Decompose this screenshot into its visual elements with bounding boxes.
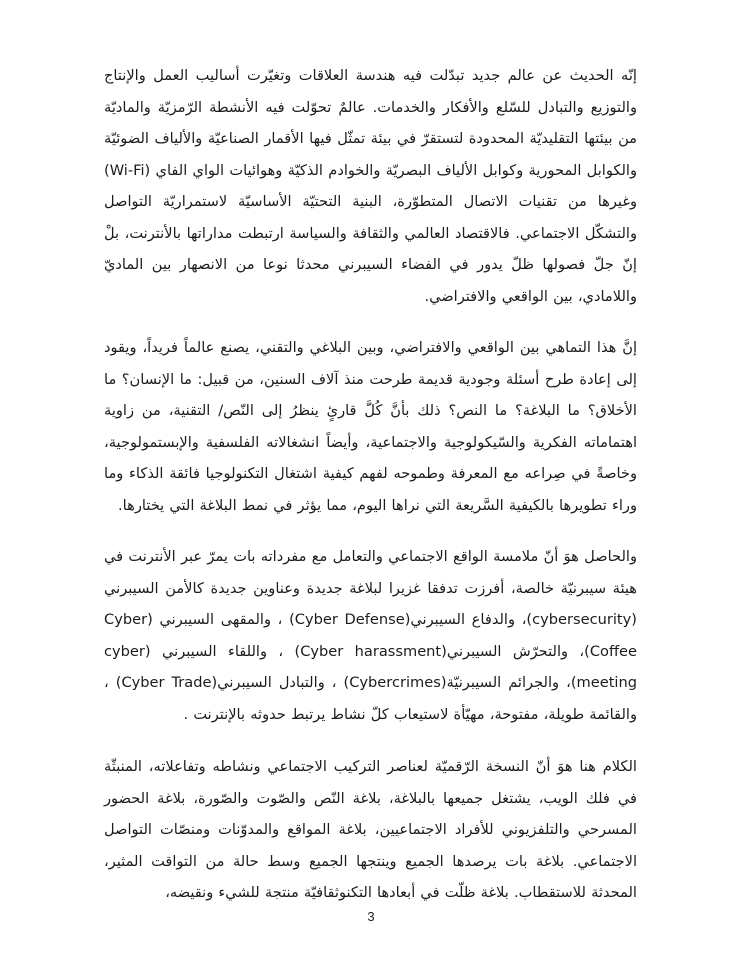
paragraph-1: إنّه الحديث عن عالم جديد تبدّلت فيه هندسة العلاقات وتغيّرت أساليب العمل والإنتاج والتوزيع والتبادل للسّلع والأفكار والخدمات. عالمٌ تحوّلت فيه الأنشطة الرّمزيّة والماديّة من بيئتها التقليديّة المحدودة لتستقرّ في بيئة تمثّل فيها الأقمار الصناعيّة والألياف الضوئيّة والكوابل المحورية وكوابل الألياف البصريّة والخوادم الذكيّة وهوائيات الواي الفاي (Wi-Fi) وغيرها من تقنيات الاتصال المتطوّرة، البنية التحتيّة الأساسيّة لاستمراريّة التواصل والتشكّل الاجتماعي. فالاقتصاد العالمي والثقافة والسياسة ارتبطت مداراتها بالأنترنت، بلْ إنّ جلّ فصولها ظلّ يدور في الفضاء السيبرني محدثا نوعا من الانصهار بين الماديّ واللامادي، بين الواقعي والافتراضي.	[104, 67, 637, 305]
paragraph-3: والحاصل هوَ أنّ ملامسة الواقع الاجتماعي والتعامل مع مفرداته بات يمرّ عبر الأنترنت في هيئة سيبرنيّة خالصة، أفرزت تدفقا غزيرا لبلاغة جديدة وعناوين جديدة كالأمن السيبرني (cybersecurity)، والدفاع السيبرني(Cyber Defense) ، والمقهى السيبرني (Cyber Coffee)، والتحرّش السيبرني(Cyber harassment) ، واللقاء السيبرني (cyber meeting)، والجرائم السيبرنيّة(Cybercrimes) ، والتبادل السيبرني(Cyber Trade) ، والقائمة طويلة، مفتوحة، مهيّأة لاستيعاب كلّ نشاط يرتبط حدوثه بالإنترنت .	[104, 548, 637, 723]
paragraph-2: إنَّ هذا التماهي بين الواقعي والافتراضي، وبين البلاغي والتقني، يصنع عالماً فريداً، ويقود إلى إعادة طرح أسئلة وجودية قديمة طرحت منذ آلاف السنين، من قبيل: ما الإنسان؟ ما الأخلاق؟ ما البلاغة؟ ما النص؟ ذلك بأنَّ كُلَّ قارئٍ ينظرُ إلى النّص/ التقنية، من زاوية اهتماماته الفكرية والسّيكولوجية والاجتماعية، وأيضاً انشغالاته الفلسفية والإبستمولوجية، وخاصةً في صِراعه مع المعرفة وطموحه لفهم كيفية اشتغال التكنولوجيا فائقة الذكاء وما وراء تطويرها بالكيفية السَّريعة التي نراها اليوم، مما يؤثر في نمط البلاغة التي يختارها.	[104, 339, 637, 514]
page-number: 3	[367, 909, 375, 924]
document-page	[104, 60, 637, 909]
paragraph-4: الكلام هنا هوَ أنّ النسخة الرّقميّة لعناصر التركيب الاجتماعي ونشاطه وتفاعلاته، المنبثّة في فلك الويب، يشتغل جميعها بالبلاغة، بلاغة النّص والصّوت والصّورة، بلاغة الحضور المسرحي والتلفزيوني للأفراد الاجتماعيين، بلاغة المواقع والمدوّنات ومنصّات التواصل الاجتماعي. بلاغة بات يرصدها الجميع وينتجها الجميع وسط حالة من التواقت المثير، المحدثة للاستقطاب. بلاغة ظلّت في أبعادها التكنوثقافيّة منتجة للشيء ونقيضه،	[104, 758, 637, 901]
